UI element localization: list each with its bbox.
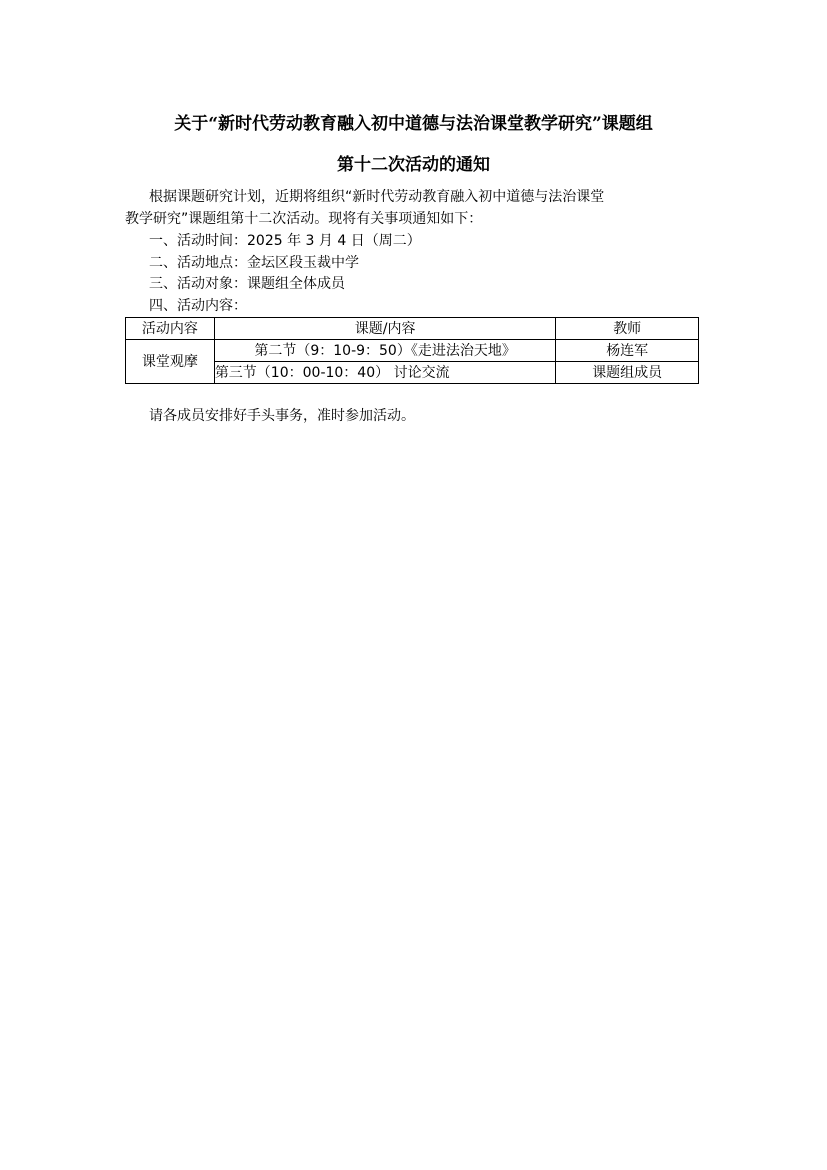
topic-cell: 第三节（10：00-10：40） 讨论交流 — [214, 362, 556, 384]
activity-content-heading: 四、活动内容： — [149, 298, 247, 314]
activity-time: 一、活动时间：2025 年 3 月 4 日（周二） — [149, 233, 421, 249]
intro-paragraph-line2: 教学研究”课题组第十二次活动。现将有关事项通知如下： — [125, 211, 483, 227]
notice-title-line2: 第十二次活动的通知 — [337, 155, 490, 175]
intro-paragraph-line1: 根据课题研究计划，近期将组织“新时代劳动教育融入初中道德与法治课堂 — [149, 189, 605, 205]
group-label-cell: 课堂观摩 — [126, 340, 215, 384]
activity-place: 二、活动地点：金坛区段玉裁中学 — [149, 255, 359, 271]
activity-target: 三、活动对象：课题组全体成员 — [149, 276, 345, 292]
closing-line: 请各成员安排好手头事务，准时参加活动。 — [149, 408, 415, 424]
table-header-row — [126, 318, 699, 340]
notice-title-line1: 关于“新时代劳动教育融入初中道德与法治课堂教学研究”课题组 — [174, 114, 653, 134]
teacher-cell: 杨连军 — [556, 340, 699, 362]
table-row — [126, 340, 699, 362]
header-activity-content: 活动内容 — [126, 318, 215, 340]
topic-cell: 第二节（9：10-9：50）《走进法治天地》 — [214, 340, 556, 362]
header-teacher: 教师 — [556, 318, 699, 340]
header-topic: 课题/内容 — [214, 318, 556, 340]
teacher-cell: 课题组成员 — [556, 362, 699, 384]
activity-table — [125, 317, 699, 384]
